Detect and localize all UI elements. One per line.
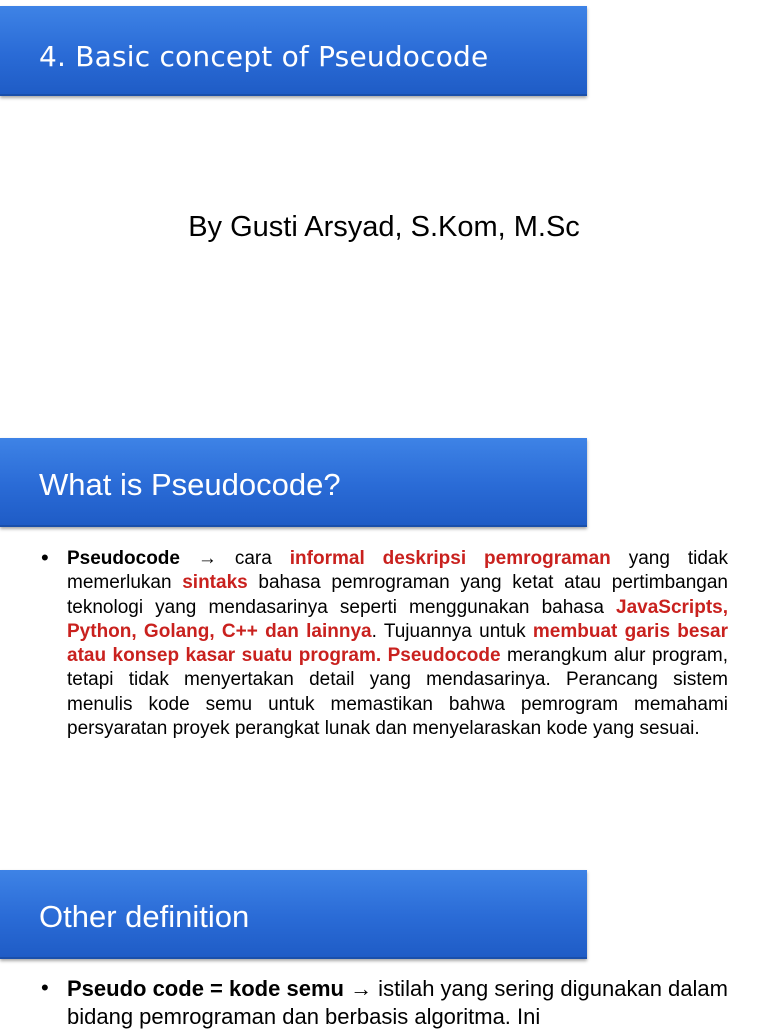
slide2-title: What is Pseudocode?: [39, 467, 341, 502]
slide1-title-banner: [0, 6, 587, 96]
slide3-title: Other definition: [39, 899, 250, 934]
highlight-informal: informal deskripsi pemrograman: [289, 548, 611, 569]
bullet-point: •: [41, 975, 49, 1000]
text-segment: → cara: [179, 548, 290, 569]
highlight-purpose: membuat garis besar atau konsep kasar suatu program. Pseudocode: [67, 620, 728, 667]
highlight-sintaks: sintaks: [182, 572, 248, 594]
slide3-title-banner: [0, 870, 587, 959]
text-segment: merangkum alur program, tetapi tidak menyertakan detail yang mendasarinya. Perancang sistem menulis kode semu untuk memastikan bahwa pemrogram memahami persyaratan proyek perangkat lunak dan menyelaraskan kode yang sesuai.: [67, 645, 728, 740]
highlight-languages: JavaScripts, Python, Golang, C++ dan lainnya: [67, 596, 728, 642]
slide2-paragraph: [67, 547, 728, 741]
text-segment: bahasa pemrograman yang ketat atau pertimbangan teknologi yang mendasarinya seperti menggunakan bahasa: [67, 572, 728, 618]
slide1-title: 4. Basic concept of Pseudocode: [39, 40, 489, 73]
author-line: By Gusti Arsyad, S.Kom, M.Sc: [188, 211, 580, 243]
text-segment: yang tidak memerlukan: [67, 548, 728, 594]
text-segment: . Tujuannya untuk: [371, 620, 533, 642]
text-segment: → istilah yang sering digunakan dalam bidang pemrograman dan berbasis algoritma. Ini: [67, 976, 728, 1029]
term-pseudocode: Pseudocode: [67, 548, 180, 569]
slide3-paragraph: [67, 975, 728, 1031]
bullet-point: •: [41, 545, 49, 570]
slide2-title-banner: [0, 438, 587, 527]
term-pseudo-code: Pseudo code = kode semu: [67, 976, 344, 1001]
